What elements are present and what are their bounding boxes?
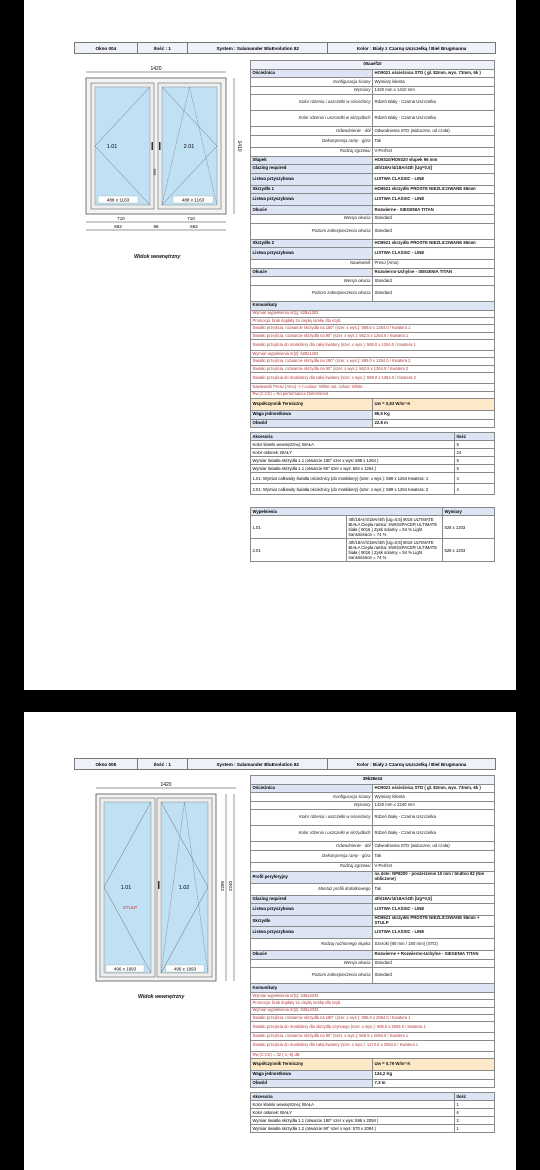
message-text: Światło przejścia, rozwarcie skrzydła na 90° (szer. x wys.): 562.5 x 1264.0 / Kwatera 2: [251, 365, 495, 372]
system-label: System : Salamander BluEvolution 82: [188, 43, 328, 53]
config-code: 00aaef10: [251, 61, 495, 70]
handle-left: [152, 142, 154, 150]
accessory-name: Wymiar światła skrzydła 1.1 (otwarcie 180° szer x wys: 589 x 1264 ): [251, 457, 455, 465]
spec-key: Skrzydło 1: [251, 185, 373, 194]
spec-key: Okucie: [251, 951, 373, 960]
accessory-qty: 8: [455, 457, 495, 465]
message-row: [251, 992, 495, 999]
message-row: [251, 325, 495, 332]
spec-row: [251, 784, 495, 793]
summary-value: 7.3 m: [373, 1079, 495, 1088]
spec-key: Wymiary: [251, 86, 373, 95]
summary-row: [251, 1079, 495, 1088]
window-drawing-1: [76, 62, 246, 272]
accessory-name: Kolor osłonek: BIAŁY: [251, 449, 455, 457]
accessory-qty: 2: [455, 1117, 495, 1125]
spec-row: [251, 904, 495, 916]
spec-key: Montaż profili dodatkowego: [251, 883, 373, 895]
window-drawing-2: [76, 776, 246, 996]
accessory-name: 2.01: Wymiar całkowity światła ościeżnicy (do moskitiery) (szer. x wys.): 589 x 1264 Kwatera: 2: [251, 484, 455, 495]
message-text: Światło przejścia do moskitiery dla całej kwatery (szer. x wys.): 1274.0 x 2094.0 / Kwatera 1: [251, 1040, 495, 1051]
spec-value: LISTWA CLASSIC - LINE: [373, 904, 495, 916]
width-dimension: 1420: [160, 782, 172, 788]
glass-size-right: 496 x 1993: [173, 966, 197, 972]
accessory-qty: 6: [455, 1109, 495, 1117]
message-text: Światło przejścia, rozwarcie skrzydła na 180° (szer. x wys.): 589.0 x 1264.0 / Kwatera 2: [251, 358, 495, 365]
sash-label-left: 1.01: [120, 885, 132, 891]
spec-key: Rodzaj ruchomego słupka: [251, 939, 373, 951]
accessory-qty: 8: [455, 441, 495, 449]
spec-key: Glazing required: [251, 895, 373, 904]
spec-row: [251, 801, 495, 810]
spec-row: [251, 850, 495, 862]
message-row: [251, 1000, 495, 1007]
spec-value: Tak: [373, 135, 495, 147]
spec-key: Dekompresja ramy - góra: [251, 850, 373, 862]
spec-key: Wersja okucia: [251, 277, 373, 286]
quantity-title: Ilość: [455, 1093, 495, 1101]
summary-row: [251, 419, 495, 428]
handle: [158, 881, 160, 889]
spec-row: [251, 871, 495, 883]
spec-row: [251, 968, 495, 984]
message-row: [251, 373, 495, 384]
spec-value: HO9310/HO9320 słupek 96 mm: [373, 156, 495, 165]
svg-text:690: 690: [152, 168, 157, 176]
spec-key: Listwa przyszybowa: [251, 927, 373, 939]
spec-key: Odwodnienie - dół: [251, 127, 373, 136]
height-dimension: 1410: [236, 140, 242, 152]
window-number: Okno 004: [75, 43, 138, 53]
spec-key: Okucie: [251, 268, 373, 277]
spec-key: Słupek: [251, 156, 373, 165]
spec-row: [251, 939, 495, 951]
message-text: Światło przejścia do moskitiery dla całej kwatery (szer. x wys.): 589.0 x 1264.0 / Kwatera 1: [251, 340, 495, 351]
spec-value: Szeroki (80 mm / 180 mm) (STD): [373, 939, 495, 951]
accessory-row: [251, 1109, 495, 1117]
spec-value: Rdzeń Biały - Czarna Uszczelka: [373, 95, 495, 111]
spec-key: Poziom zabezpieczenia okucia: [251, 968, 373, 984]
spec-row: [251, 111, 495, 127]
spec-row: [251, 239, 495, 248]
accessory-name: Wymiar światła skrzydła 1.1 (otwarcie 180° szer x wys: 596 x 2094 ): [251, 1117, 455, 1125]
dimensions-title: Wymiary: [443, 508, 495, 516]
spec-value: Tak: [373, 883, 495, 895]
spec-key: Kolor rdzenia i uszczelki w ościeżnicy: [251, 95, 373, 111]
spec-key: Wersja okucia: [251, 959, 373, 968]
spec-row: [251, 165, 495, 174]
accessory-qty: 8: [455, 465, 495, 473]
spec-row: [251, 135, 495, 147]
spec-row: [251, 862, 495, 871]
messages-title: Komunikaty: [251, 984, 495, 993]
spec-key: Listwa przyszybowa: [251, 904, 373, 916]
accessory-name: Wymiar światła skrzydła 1.1 (otwarcie 90° szer x wys: 562 x 1264 ): [251, 465, 455, 473]
system-label: System : Salamander BluEvolution 82: [188, 759, 328, 769]
accessories-header: [251, 1093, 495, 1101]
message-text: Promocja: brak dopłaty za ciepłą ramkę dla szyb.: [251, 317, 495, 324]
width-dimension: 1420: [150, 66, 162, 72]
spec-row: [251, 285, 495, 301]
spec-value: Standard: [373, 277, 495, 286]
accessories-title: Akcesoria: [251, 433, 455, 441]
spec-row: [251, 86, 495, 95]
accessory-qty: 4: [455, 484, 495, 495]
spec-row: [251, 248, 495, 260]
spec-value: Rozwierne + Rozwierno-Uchylne - SIEGENIA TITAN: [373, 951, 495, 960]
summary-key: Obwód: [251, 1079, 373, 1088]
message-row: [251, 332, 495, 339]
glass-size-right: 488 x 1163: [181, 197, 205, 203]
summary-key: Waga jednostkowa: [251, 411, 373, 420]
window-number: Okno 005: [75, 759, 138, 769]
view-label: Widok wewnętrzny: [134, 254, 181, 260]
spec-value: Tak: [373, 850, 495, 862]
summary-row: [251, 1059, 495, 1071]
spec-row: [251, 69, 495, 78]
messages-title: Komunikaty: [251, 301, 495, 310]
spec-key: Poziom zabezpieczenia okucia: [251, 223, 373, 239]
spec-value: HO9021 ościeżnica STD ( gł. 82mm, wys. 73mm, 6k ): [373, 69, 495, 78]
handle-right: [159, 142, 161, 150]
summary-key: Współczynnik Termiczny: [251, 1059, 373, 1071]
messages-header: [251, 984, 495, 993]
filling-id: 1.01: [251, 516, 347, 539]
svg-text:710: 710: [117, 216, 125, 221]
spec-key: Glazing required: [251, 165, 373, 174]
message-row: [251, 317, 495, 324]
spec-row: [251, 959, 495, 968]
spec-value: V-Perfect: [373, 862, 495, 871]
summary-value: 22.8 m: [373, 419, 495, 428]
summary-row: [251, 399, 495, 411]
messages-header: [251, 301, 495, 310]
message-text: Światło przejścia, rozwarcie skrzydła na 180° (szer. x wys.): 596.0 x 2094.0 / Kwatera 1: [251, 1014, 495, 1021]
spec-key: Konfiguracja ściany: [251, 793, 373, 802]
spec-value: Standard: [373, 959, 495, 968]
spec-key: Kolor rdzenia i uszczelki w skrzydłach: [251, 826, 373, 842]
message-text: Nawiewnik Preso (Amo) -> n.colour: White out. colour: White: [251, 384, 495, 391]
message-row: [251, 1007, 495, 1014]
spec-row: [251, 895, 495, 904]
message-row: [251, 351, 495, 358]
spec-key: Nawiewnik: [251, 260, 373, 269]
message-text: Światło przejścia do moskitiery dla całej kwatery (szer. x wys.): 589.0 x 1264.0 / Kwatera 2: [251, 373, 495, 384]
document-page-2: [24, 712, 516, 1170]
spec-key: Listwa przyszybowa: [251, 173, 373, 185]
spec-value: HO8521 skrzydło PROSTE NIEZLICOWANE 65mm: [373, 239, 495, 248]
spec-value: na dole: NP8200 - poszerzenie 10 mm / bluEvo 82 (Nie obliczone): [373, 871, 495, 883]
sash-label-left: 1.01: [106, 144, 118, 150]
message-row: [251, 1022, 495, 1033]
spec-value: Odwodnienia STD (widoczne, od czoła): [373, 842, 495, 851]
spec-value: Standard: [373, 285, 495, 301]
message-text: Wymiar wypełnienia nr[1]: 536x2033: [251, 992, 495, 999]
accessory-name: Wymiar światła skrzydła 1.2 (otwarcie 90° szer x wys: 570 x 2094 ): [251, 1125, 455, 1133]
glass-left: [95, 87, 150, 205]
message-text: Światło przejścia, rozwarcie skrzydła na 180° (szer. x wys.): 589.0 x 1264.0 / Kwatera 1: [251, 325, 495, 332]
spec-value: LISTWA CLASSIC - LINE: [373, 173, 495, 185]
spec-value: V-Perfect: [373, 147, 495, 156]
message-text: Światło przejścia do moskitiery dla skrzydła czynnego (szer. x wys.): 596.0 x 2094.0 / Kwatera 1: [251, 1022, 495, 1033]
svg-text:662: 662: [190, 224, 198, 229]
spec-key: Profil peryferyjny: [251, 871, 373, 883]
spec-row: [251, 156, 495, 165]
message-text: Rw (C;Ctr) = 32 (-1;-5) dB: [251, 1051, 495, 1058]
spec-value: Rdzeń Biały - Czarna Uszczelka: [373, 810, 495, 826]
message-row: [251, 1033, 495, 1040]
svg-text:96: 96: [153, 224, 159, 229]
quantity: Ilość : 1: [138, 759, 189, 769]
spec-key: Konfiguracja ściany: [251, 78, 373, 87]
spec-row: [251, 206, 495, 215]
spec-value: Odwodnienia STD (widoczne, od czoła): [373, 127, 495, 136]
accessory-row: [251, 449, 495, 457]
accessories-table: [250, 1092, 495, 1133]
spec-value: LISTWA CLASSIC - LINE: [373, 248, 495, 260]
spec-value: 1420 mm x 1410 mm: [373, 86, 495, 95]
spec-value: Standard: [373, 968, 495, 984]
message-text: Światło przejścia, rozwarcie skrzydła na 90° (szer. x wys.): 569.5 x 2094.0 / Kwatera 1: [251, 1033, 495, 1040]
message-row: [251, 1014, 495, 1021]
spec-row: [251, 916, 495, 927]
spec-row: [251, 185, 495, 194]
spec-value: HO8521 skrzydło PROSTE NIEZLICOWANE 65mm + STULP: [373, 916, 495, 927]
spec-value: LISTWA CLASSIC - LINE: [373, 194, 495, 206]
svg-text:2240: 2240: [228, 880, 233, 892]
spec-key: Dekompresja ramy - góra: [251, 135, 373, 147]
message-text: Wymiar wypełnienia nr[2]: 536x2033: [251, 1007, 495, 1014]
message-text: Światło przejścia, rozwarcie skrzydła na 90° (szer. x wys.): 562.5 x 1264.0 / Kwatera 1: [251, 332, 495, 339]
filling-description: 4th/18Ar/4/18Ar/4th [Ug=0,5] 9016 ULTIMATE BIAŁA Ciepła ramka: SWISSPACER ULTIMATE biała ( 9016 ) Zysk solarny = 54 % Light transmission = 74 %: [347, 539, 443, 562]
spec-key: Rodzaj zgrzewu: [251, 862, 373, 871]
message-text: Promocja: brak dopłaty za ciepłą ramkę dla szyb.: [251, 1000, 495, 1007]
message-text: Rw (C;Ctr) = No performance Determined: [251, 391, 495, 398]
sash-label-right: 1.02: [178, 885, 190, 891]
spec-row: [251, 78, 495, 87]
accessory-qty: 1: [455, 1101, 495, 1109]
fillings-header: [251, 508, 495, 516]
accessory-row: [251, 441, 495, 449]
filling-dimensions: 528 x 1203: [443, 539, 495, 562]
spec-row: [251, 194, 495, 206]
spec-value: LISTWA CLASSIC - LINE: [373, 927, 495, 939]
summary-value: 134,2 Kg: [373, 1071, 495, 1080]
message-row: [251, 391, 495, 398]
accessory-row: [251, 1101, 495, 1109]
spec-row: [251, 793, 495, 802]
spec-value: HO9021 ościeżnica STD ( gł. 82mm, wys. 73mm, 6k ): [373, 784, 495, 793]
spec-key: Poziom zabezpieczenia okucia: [251, 285, 373, 301]
glass-size-left: 488 x 1163: [106, 197, 130, 203]
view-label: Widok wewnętrzny: [138, 994, 185, 1000]
spec-value: Rozwierno-Uchylne - SIEGENIA TITAN: [373, 268, 495, 277]
spec-row: [251, 127, 495, 136]
spec-key: Ościeżnica: [251, 784, 373, 793]
accessories-header: [251, 433, 495, 441]
spec-row: [251, 927, 495, 939]
accessory-qty: 4: [455, 473, 495, 484]
accessory-name: Kolor klamki wewnętrznej: BIAŁA: [251, 1101, 455, 1109]
message-row: [251, 384, 495, 391]
spec-value: Rozwierne - SIEGENIA TITAN: [373, 206, 495, 215]
summary-row: [251, 1071, 495, 1080]
filling-id: 2.01: [251, 539, 347, 562]
spec-value: 4th/18Ar/4/18Ar/4th [Ug=0,5]: [373, 165, 495, 174]
message-text: Wymiar wypełnienia nr[1]: 528x1203: [251, 310, 495, 317]
window-header: [74, 42, 496, 54]
fillings-table: [250, 507, 495, 562]
spec-key: Skrzydło 2: [251, 239, 373, 248]
spec-key: Kolor rdzenia i uszczelki w ościeżnicy: [251, 810, 373, 826]
spec-key: Odwodnienie - dół: [251, 842, 373, 851]
accessories-title: Akcesoria: [251, 1093, 455, 1101]
accessory-row: [251, 484, 495, 495]
spec-value: Wymiary klienta: [373, 793, 495, 802]
spec-key: Kolor rdzenia i uszczelki w skrzydłach: [251, 111, 373, 127]
summary-value: Uw = 0,83 W/m²·K: [373, 399, 495, 411]
filling-row: [251, 516, 495, 539]
filling-row: [251, 539, 495, 562]
accessory-row: [251, 457, 495, 465]
spec-key: Wersja okucia: [251, 214, 373, 223]
message-text: Wymiar wypełnienia nr[2]: 528x1203: [251, 351, 495, 358]
spec-value: Rdzeń Biały - Czarna Uszczelka: [373, 826, 495, 842]
filling-dimensions: 528 x 1203: [443, 516, 495, 539]
spec-key: Wymiary: [251, 801, 373, 810]
spec-key: Okucie: [251, 206, 373, 215]
spec-row: [251, 277, 495, 286]
accessory-name: 1.01: Wymiar całkowity światła ościeżnicy (do moskitiery) (szer. x wys.): 589 x 1264 Kwatera: 1: [251, 473, 455, 484]
spec-table: [250, 775, 495, 1088]
summary-key: Waga jednostkowa: [251, 1071, 373, 1080]
summary-row: [251, 411, 495, 420]
spec-row: [251, 951, 495, 960]
spec-row: [251, 173, 495, 185]
svg-text:662: 662: [114, 224, 122, 229]
color-label: Kolor : Biały z Czarną Uszczelką / Biel Brugmanna: [328, 759, 495, 769]
summary-value: Uw = 0,79 W/m²·K: [373, 1059, 495, 1071]
spec-row: [251, 147, 495, 156]
color-label: Kolor : Biały z Czarną Uszczelką / Biel Brugmanna: [328, 43, 495, 53]
quantity-title: Ilość: [455, 433, 495, 441]
config-code: 39b28e34: [251, 776, 495, 785]
spec-row: [251, 95, 495, 111]
window-header: [74, 758, 496, 770]
glass-size-left: 496 x 1993: [113, 966, 137, 972]
document-page-1: [24, 0, 516, 690]
spec-key: Ościeżnica: [251, 69, 373, 78]
spec-value: 4th/18Ar/4/18Ar/4th [Ug=0,5]: [373, 895, 495, 904]
spec-value: Rdzeń Biały - Czarna Uszczelka: [373, 111, 495, 127]
message-row: [251, 1051, 495, 1058]
summary-value: 85,5 Kg: [373, 411, 495, 420]
accessory-qty: 24: [455, 449, 495, 457]
summary-key: Współczynnik Termiczny: [251, 399, 373, 411]
accessories-table: [250, 432, 495, 495]
accessory-row: [251, 465, 495, 473]
message-row: [251, 365, 495, 372]
accessory-row: [251, 1125, 495, 1133]
spec-row: [251, 883, 495, 895]
sash-label-right: 2.01: [183, 144, 195, 150]
stulp-label: STULP: [122, 905, 138, 910]
accessory-row: [251, 1117, 495, 1125]
spec-value: Wymiary klienta: [373, 78, 495, 87]
spec-value: Preso (Amo): [373, 260, 495, 269]
spec-value: HO8521 skrzydło PROSTE NIEZLICOWANE 65mm: [373, 185, 495, 194]
accessory-name: Kolor osłonek: BIAŁY: [251, 1109, 455, 1117]
message-row: [251, 310, 495, 317]
spec-value: Standard: [373, 223, 495, 239]
spec-key: Listwa przyszybowa: [251, 194, 373, 206]
accessory-row: [251, 473, 495, 484]
spec-key: Listwa przyszybowa: [251, 248, 373, 260]
spec-row: [251, 260, 495, 269]
svg-text:710: 710: [187, 216, 195, 221]
accessory-name: Kolor klamki wewnętrznej: BIAŁA: [251, 441, 455, 449]
message-row: [251, 1040, 495, 1051]
height-dimension: 2280: [220, 880, 225, 892]
spec-table: [250, 60, 495, 428]
spec-value: 1420 mm x 2240 mm: [373, 801, 495, 810]
message-row: [251, 358, 495, 365]
spec-key: Skrzydło: [251, 916, 373, 927]
spec-key: Rodzaj zgrzewu: [251, 147, 373, 156]
spec-row: [251, 223, 495, 239]
spec-value: Standard: [373, 214, 495, 223]
spec-row: [251, 826, 495, 842]
accessory-qty: 1: [455, 1125, 495, 1133]
summary-key: Obwód: [251, 419, 373, 428]
fillings-title: Wypełnienia: [251, 508, 443, 516]
spec-row: [251, 268, 495, 277]
spec-row: [251, 842, 495, 851]
message-row: [251, 340, 495, 351]
filling-description: 4th/18Ar/4/18Ar/4th [Ug=0,5] 9016 ULTIMATE BIAŁA Ciepła ramka: SWISSPACER ULTIMATE biała ( 9016 ) Zysk solarny = 54 % Light transmission = 74 %: [347, 516, 443, 539]
spec-row: [251, 810, 495, 826]
quantity: Ilość : 1: [138, 43, 189, 53]
spec-row: [251, 214, 495, 223]
